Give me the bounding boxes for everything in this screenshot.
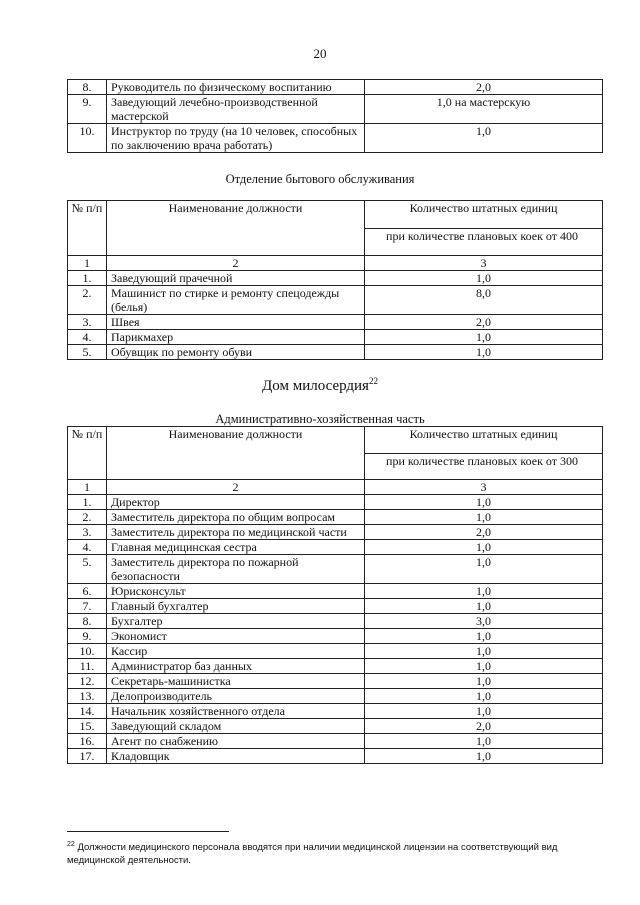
staff-count: 1,0 [365,330,603,345]
col-number-2: 2 [107,480,365,495]
section-subtitle-admin: Административно-хозяйственная часть [215,412,425,426]
header-num: № п/п [68,427,107,480]
admin-table [67,426,603,764]
table-row [68,271,603,286]
staff-count: 1,0 [365,749,603,764]
table-row [68,749,603,764]
row-number: 3. [68,315,107,330]
position-name: Машинист по стирке и ремонту спецодежды (белья) [107,286,365,315]
row-number: 17. [68,749,107,764]
row-number: 14. [68,704,107,719]
position-name: Инструктор по труду (на 10 человек, способных по заключению врача работать) [107,124,365,153]
position-name: Агент по снабжению [107,734,365,749]
col-number-1: 1 [68,256,107,271]
position-name: Администратор баз данных [107,659,365,674]
staff-count: 1,0 [365,510,603,525]
footnote-text: Должности медицинского персонала вводятся при наличии медицинской лицензии на соответствующий вид медицинской деятельности. [67,842,558,867]
position-name: Заведующий складом [107,719,365,734]
header-name: Наименование должности [107,201,365,256]
position-name: Заместитель директора по медицинской части [107,525,365,540]
table-row [68,330,603,345]
position-name: Секретарь-машинистка [107,674,365,689]
table-row [68,525,603,540]
table-row [68,629,603,644]
row-number: 15. [68,719,107,734]
section-title-household: Отделение бытового обслуживания [225,172,415,186]
row-number: 12. [68,674,107,689]
row-number: 2. [68,510,107,525]
staff-count: 1,0 [365,271,603,286]
footnote [67,838,603,867]
header-qty-sub: при количестве плановых коек от 300 [365,453,603,480]
header-qty-sub: при количестве плановых коек от 400 [365,228,603,256]
table-row [68,315,603,330]
table-row [68,734,603,749]
staff-count: 1,0 [365,704,603,719]
staff-count: 2,0 [365,525,603,540]
table-header-row [68,201,603,229]
row-number: 9. [68,95,107,124]
section-title-mercy-house [0,376,640,395]
table-row [68,689,603,704]
staff-count: 3,0 [365,614,603,629]
row-number: 9. [68,629,107,644]
row-number: 7. [68,599,107,614]
table-row [68,510,603,525]
position-name: Руководитель по физическому воспитанию [107,80,365,95]
row-number: 16. [68,734,107,749]
table-row [68,704,603,719]
footnote-ref: 22 [368,376,378,386]
position-name: Юрисконсульт [107,584,365,599]
staff-count: 1,0 [365,659,603,674]
row-number: 6. [68,584,107,599]
staff-count: 1,0 [365,599,603,614]
position-name: Заведующий прачечной [107,271,365,286]
staff-count: 1,0 [365,689,603,704]
table-row [68,644,603,659]
table-header-row [68,427,603,454]
position-name: Бухгалтер [107,614,365,629]
staff-count: 1,0 [365,124,603,153]
table-row [68,80,603,95]
position-name: Кассир [107,644,365,659]
position-name: Начальник хозяйственного отдела [107,704,365,719]
position-name: Директор [107,495,365,510]
table-row [68,614,603,629]
position-name: Заместитель директора по пожарной безопасности [107,555,365,584]
position-name: Парикмахер [107,330,365,345]
table-row [68,599,603,614]
row-number: 2. [68,286,107,315]
table-row [68,555,603,584]
row-number: 13. [68,689,107,704]
row-number: 3. [68,525,107,540]
header-qty: Количество штатных единиц [365,201,603,229]
header-qty: Количество штатных единиц [365,427,603,454]
staff-count: 8,0 [365,286,603,315]
staff-count: 2,0 [365,719,603,734]
column-number-row [68,256,603,271]
table-row [68,286,603,315]
col-number-2: 2 [107,256,365,271]
household-table [67,200,603,360]
staff-count: 2,0 [365,315,603,330]
row-number: 8. [68,614,107,629]
position-name: Делопроизводитель [107,689,365,704]
table-row [68,719,603,734]
staff-count: 1,0 [365,345,603,360]
row-number: 10. [68,124,107,153]
row-number: 5. [68,555,107,584]
position-name: Заведующий лечебно-производственной мастерской [107,95,365,124]
table-row [68,345,603,360]
column-number-row [68,480,603,495]
staff-count: 1,0 [365,734,603,749]
staff-count: 2,0 [365,80,603,95]
table-row [68,674,603,689]
position-name: Кладовщик [107,749,365,764]
staff-count: 1,0 [365,555,603,584]
position-name: Швея [107,315,365,330]
row-number: 8. [68,80,107,95]
continuation-table [67,79,603,153]
position-name: Заместитель директора по общим вопросам [107,510,365,525]
row-number: 4. [68,540,107,555]
col-number-1: 1 [68,480,107,495]
header-num: № п/п [68,201,107,256]
staff-count: 1,0 [365,629,603,644]
row-number: 4. [68,330,107,345]
table-row [68,540,603,555]
row-number: 1. [68,495,107,510]
row-number: 5. [68,345,107,360]
row-number: 1. [68,271,107,286]
col-number-3: 3 [365,480,603,495]
mercy-house-title-text: Дом милосердия [262,378,369,394]
table-row [68,124,603,153]
staff-count: 1,0 [365,495,603,510]
position-name: Обувщик по ремонту обуви [107,345,365,360]
table-row [68,495,603,510]
table-row [68,95,603,124]
staff-count: 1,0 [365,674,603,689]
table-row [68,584,603,599]
page-number: 20 [313,46,327,61]
col-number-3: 3 [365,256,603,271]
position-name: Главный бухгалтер [107,599,365,614]
footnote-divider [67,831,229,832]
staff-count: 1,0 [365,644,603,659]
table-row [68,659,603,674]
staff-count: 1,0 [365,540,603,555]
position-name: Главная медицинская сестра [107,540,365,555]
header-name: Наименование должности [107,427,365,480]
footnote-number: 22 [67,841,75,848]
row-number: 10. [68,644,107,659]
staff-count: 1,0 на мастерскую [365,95,603,124]
row-number: 11. [68,659,107,674]
position-name: Экономист [107,629,365,644]
staff-count: 1,0 [365,584,603,599]
